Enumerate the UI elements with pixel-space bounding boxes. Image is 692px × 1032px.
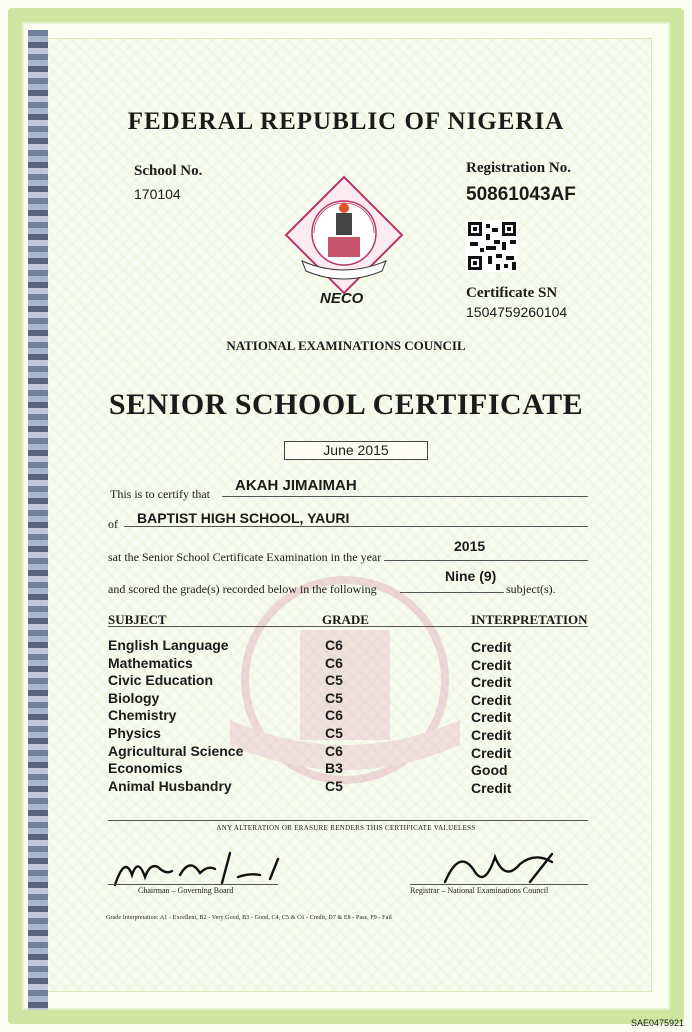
- school-underline: [124, 526, 588, 527]
- count-underline: [400, 592, 504, 593]
- subject-column: [108, 637, 243, 795]
- grade-header: GRADE: [322, 612, 369, 627]
- alteration-warning: ANY ALTERATION OR ERASURE RENDERS THIS CERTIFICATE VALUELESS: [216, 824, 476, 832]
- interpretation-header: INTERPRETATION: [471, 612, 588, 627]
- grade-cell: B3: [325, 760, 343, 777]
- certificate-sn-value: 1504759260104: [466, 304, 568, 320]
- registration-no-label: Registration No.: [466, 160, 571, 176]
- table-row: English Language: [108, 637, 229, 653]
- hologram-strip: [28, 30, 48, 1010]
- school-no-label: School No.: [134, 163, 203, 179]
- grade-cell: C5: [325, 689, 343, 706]
- school-no-value: 170104: [134, 186, 181, 202]
- of-label: of: [108, 517, 118, 531]
- subjects-suffix: subject(s).: [506, 582, 556, 596]
- registrar-signature-icon: [440, 842, 560, 887]
- grade-cell: C5: [325, 724, 343, 741]
- registrar-label: Registrar – National Examinations Council: [410, 886, 549, 895]
- subject-count: Nine (9): [445, 568, 497, 584]
- table-row: Physics: [108, 724, 161, 741]
- table-row: Animal Husbandry: [108, 777, 232, 794]
- interpretation-cell: Credit: [471, 674, 512, 691]
- table-header-underline: [108, 626, 588, 627]
- council-name: NATIONAL EXAMINATIONS COUNCIL: [226, 338, 466, 353]
- grade-cell: C6: [325, 654, 343, 671]
- neco-seal-icon: [284, 175, 404, 305]
- warning-rule: [108, 820, 588, 821]
- certify-label: This is to certify that: [110, 487, 210, 501]
- serial-number: SAE0475921: [630, 1018, 684, 1028]
- interpretation-cell: Credit: [471, 779, 512, 796]
- grade-cell: C5: [325, 672, 343, 689]
- grade-cell: C6: [325, 707, 343, 724]
- table-row: Economics: [108, 760, 183, 777]
- exam-year: 2015: [454, 538, 486, 554]
- year-underline: [384, 560, 588, 561]
- interpretation-cell: Credit: [471, 639, 512, 655]
- table-row: Agricultural Science: [108, 742, 244, 759]
- grade-cell: C6: [325, 742, 343, 759]
- name-underline: [222, 496, 588, 497]
- chairman-sign-line: [108, 884, 278, 885]
- scored-label: and scored the grade(s) recorded below in the following: [108, 582, 377, 596]
- table-row: Mathematics: [108, 654, 193, 671]
- certificate-title: SENIOR SCHOOL CERTIFICATE: [108, 388, 584, 421]
- subject-header: SUBJECT: [108, 612, 167, 627]
- grade-column: [322, 637, 346, 795]
- interpretation-column: [471, 639, 511, 797]
- interpretation-cell: Credit: [471, 656, 512, 673]
- interpretation-cell: Credit: [471, 726, 512, 743]
- registrar-sign-line: [410, 884, 588, 885]
- table-row: Biology: [108, 689, 160, 706]
- qr-code-icon: [466, 220, 518, 272]
- exam-session-box: June 2015: [284, 441, 428, 460]
- interpretation-cell: Credit: [471, 709, 512, 726]
- school-name: BAPTIST HIGH SCHOOL, YAURI: [137, 510, 350, 526]
- grade-cell: C6: [325, 637, 343, 653]
- interpretation-cell: Credit: [471, 691, 512, 708]
- certificate-sn-label: Certificate SN: [466, 285, 558, 301]
- grade-interpretation-key: Grade Interpretation: A1 - Excellent, B2 - Very Good, B3 - Good, C4, C5 & C6 - Credit, D7 & E8 - Pass, F9 - Fail: [106, 915, 392, 921]
- table-row: Chemistry: [108, 707, 177, 724]
- interpretation-cell: Credit: [471, 744, 512, 761]
- chairman-label: Chairman – Governing Board: [138, 886, 234, 895]
- interpretation-cell: Good: [471, 762, 508, 779]
- candidate-name: AKAH JIMAIMAH: [235, 477, 357, 494]
- seal-neco-label: NECO: [320, 290, 364, 307]
- registration-no-value: 50861043AF: [466, 184, 576, 205]
- table-row: Civic Education: [108, 672, 214, 689]
- country-title: FEDERAL REPUBLIC OF NIGERIA: [127, 108, 565, 135]
- sat-label: sat the Senior School Certificate Examination in the year: [108, 550, 382, 564]
- grade-cell: C5: [325, 777, 343, 794]
